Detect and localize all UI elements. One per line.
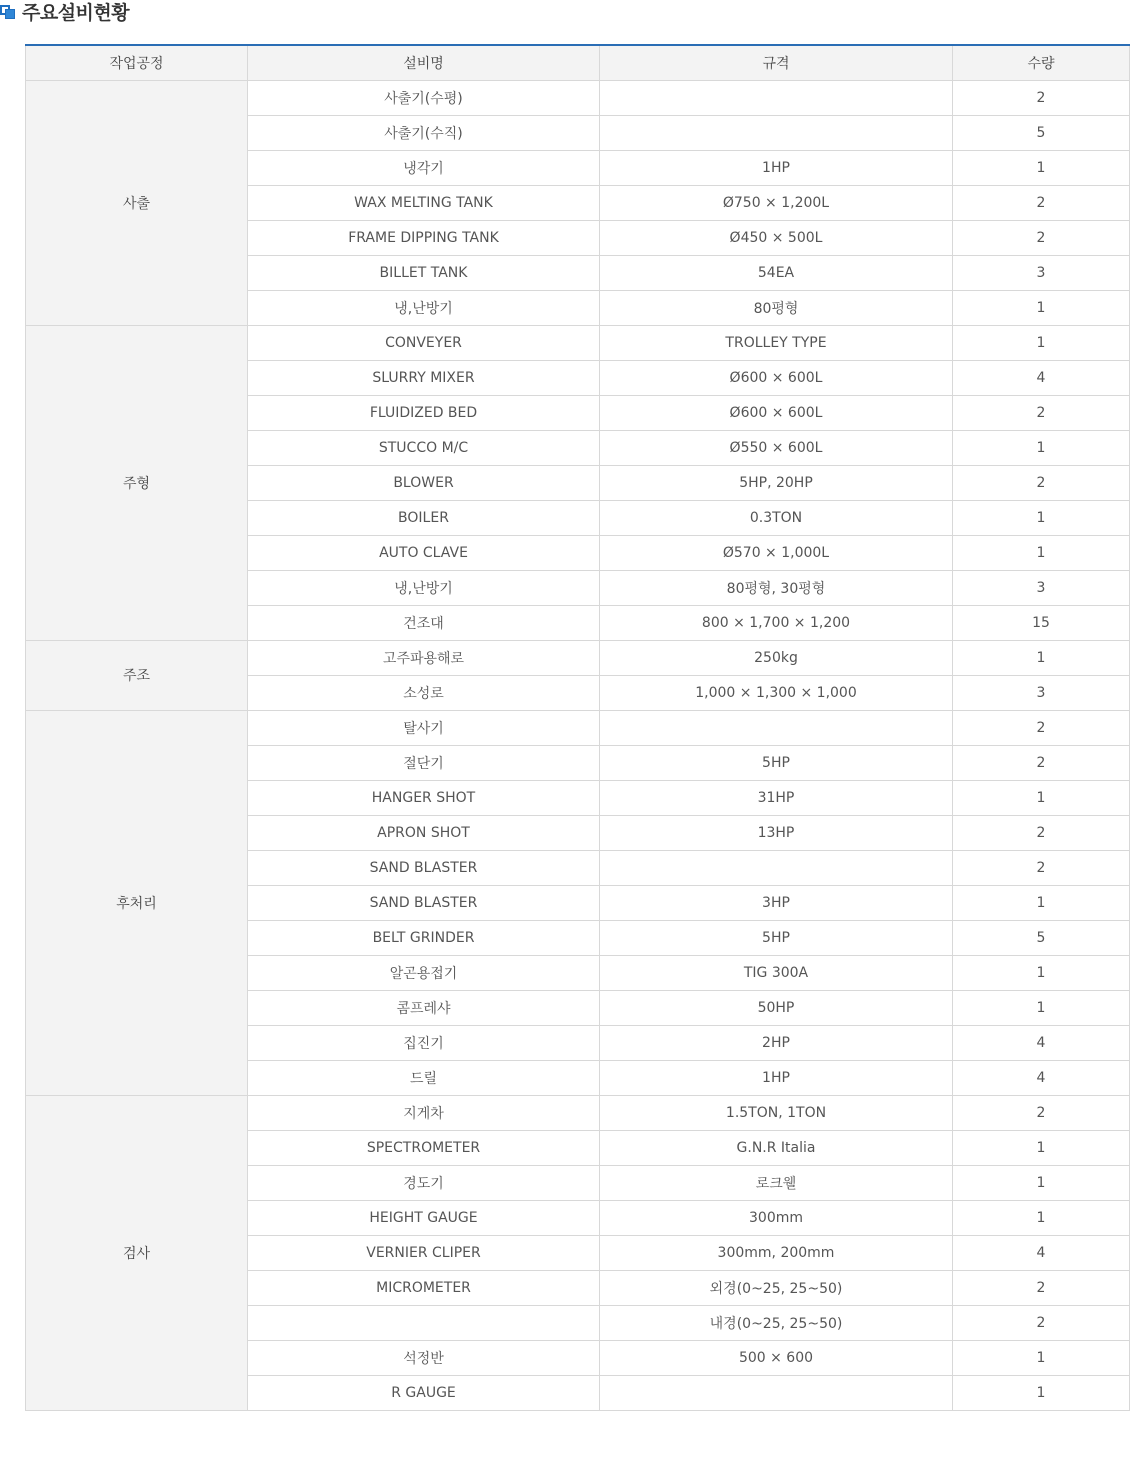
equipment-name-cell: 경도기 [248, 1165, 600, 1200]
spec-cell: 800 × 1,700 × 1,200 [600, 605, 953, 640]
quantity-cell: 3 [953, 570, 1130, 605]
process-cell: 주조 [26, 640, 248, 710]
spec-cell: 31HP [600, 780, 953, 815]
quantity-cell: 5 [953, 115, 1130, 150]
quantity-cell: 2 [953, 220, 1130, 255]
quantity-cell: 2 [953, 80, 1130, 115]
equipment-name-cell: FLUIDIZED BED [248, 395, 600, 430]
quantity-cell: 1 [953, 500, 1130, 535]
equipment-name-cell: 콤프레샤 [248, 990, 600, 1025]
equipment-name-cell: STUCCO M/C [248, 430, 600, 465]
spec-cell: 5HP [600, 920, 953, 955]
table-row [26, 80, 1130, 115]
header-quantity: 수량 [953, 45, 1130, 80]
equipment-name-cell: BILLET TANK [248, 255, 600, 290]
equipment-name-cell: 석정반 [248, 1340, 600, 1375]
spec-cell: 300mm, 200mm [600, 1235, 953, 1270]
quantity-cell: 1 [953, 1340, 1130, 1375]
quantity-cell: 1 [953, 1375, 1130, 1410]
equipment-name-cell: AUTO CLAVE [248, 535, 600, 570]
quantity-cell: 3 [953, 255, 1130, 290]
quantity-cell: 1 [953, 1200, 1130, 1235]
quantity-cell: 1 [953, 780, 1130, 815]
equipment-name-cell: BLOWER [248, 465, 600, 500]
header-process: 작업공정 [26, 45, 248, 80]
process-cell: 후처리 [26, 710, 248, 1095]
equipment-name-cell: HEIGHT GAUGE [248, 1200, 600, 1235]
equipment-name-cell: BELT GRINDER [248, 920, 600, 955]
quantity-cell: 1 [953, 640, 1130, 675]
overlapping-squares-icon [0, 3, 16, 19]
spec-cell: 로크웰 [600, 1165, 953, 1200]
spec-cell: 5HP, 20HP [600, 465, 953, 500]
page-title: 주요설비현황 [22, 1, 130, 24]
quantity-cell: 2 [953, 1305, 1130, 1340]
spec-cell: 3HP [600, 885, 953, 920]
quantity-cell: 1 [953, 325, 1130, 360]
table-row [26, 1095, 1130, 1130]
quantity-cell: 1 [953, 430, 1130, 465]
spec-cell: TROLLEY TYPE [600, 325, 953, 360]
section-heading [0, 0, 129, 22]
quantity-cell: 1 [953, 1165, 1130, 1200]
equipment-name-cell: APRON SHOT [248, 815, 600, 850]
equipment-name-cell: 냉,난방기 [248, 570, 600, 605]
process-cell: 사출 [26, 80, 248, 325]
equipment-name-cell: 탈사기 [248, 710, 600, 745]
spec-cell: Ø570 × 1,000L [600, 535, 953, 570]
spec-cell: Ø550 × 600L [600, 430, 953, 465]
quantity-cell: 2 [953, 850, 1130, 885]
equipment-name-cell: 사출기(수평) [248, 80, 600, 115]
equipment-name-cell: 알곤용접기 [248, 955, 600, 990]
spec-cell: Ø600 × 600L [600, 395, 953, 430]
spec-cell: 1,000 × 1,300 × 1,000 [600, 675, 953, 710]
spec-cell: 1.5TON, 1TON [600, 1095, 953, 1130]
equipment-name-cell: SAND BLASTER [248, 885, 600, 920]
equipment-name-cell: R GAUGE [248, 1375, 600, 1410]
equipment-name-cell: 사출기(수직) [248, 115, 600, 150]
process-cell: 검사 [26, 1095, 248, 1410]
equipment-name-cell: WAX MELTING TANK [248, 185, 600, 220]
quantity-cell: 1 [953, 955, 1130, 990]
process-cell: 주형 [26, 325, 248, 640]
spec-cell: 1HP [600, 150, 953, 185]
equipment-name-cell: BOILER [248, 500, 600, 535]
quantity-cell: 1 [953, 1130, 1130, 1165]
quantity-cell: 2 [953, 465, 1130, 500]
quantity-cell: 4 [953, 1060, 1130, 1095]
equipment-name-cell: HANGER SHOT [248, 780, 600, 815]
table-header-row [26, 45, 1130, 80]
table-row [26, 325, 1130, 360]
quantity-cell: 2 [953, 815, 1130, 850]
quantity-cell: 1 [953, 885, 1130, 920]
equipment-name-cell: 절단기 [248, 745, 600, 780]
equipment-name-cell: SPECTROMETER [248, 1130, 600, 1165]
quantity-cell: 3 [953, 675, 1130, 710]
spec-cell [600, 115, 953, 150]
equipment-name-cell: CONVEYER [248, 325, 600, 360]
spec-cell: 외경(0~25, 25~50) [600, 1270, 953, 1305]
spec-cell [600, 710, 953, 745]
quantity-cell: 5 [953, 920, 1130, 955]
table-row [26, 640, 1130, 675]
spec-cell: 13HP [600, 815, 953, 850]
equipment-name-cell: SLURRY MIXER [248, 360, 600, 395]
spec-cell: 80평형 [600, 290, 953, 325]
equipment-name-cell: 집진기 [248, 1025, 600, 1060]
quantity-cell: 2 [953, 1270, 1130, 1305]
spec-cell: 250kg [600, 640, 953, 675]
quantity-cell: 4 [953, 1025, 1130, 1060]
spec-cell: 내경(0~25, 25~50) [600, 1305, 953, 1340]
equipment-name-cell: SAND BLASTER [248, 850, 600, 885]
table-row [26, 710, 1130, 745]
spec-cell: 2HP [600, 1025, 953, 1060]
spec-cell [600, 850, 953, 885]
spec-cell: 50HP [600, 990, 953, 1025]
spec-cell: 1HP [600, 1060, 953, 1095]
equipment-name-cell: 건조대 [248, 605, 600, 640]
quantity-cell: 1 [953, 990, 1130, 1025]
quantity-cell: 15 [953, 605, 1130, 640]
equipment-name-cell: 지게차 [248, 1095, 600, 1130]
quantity-cell: 2 [953, 745, 1130, 780]
quantity-cell: 1 [953, 535, 1130, 570]
equipment-name-cell: 냉각기 [248, 150, 600, 185]
spec-cell: G.N.R Italia [600, 1130, 953, 1165]
spec-cell: 80평형, 30평형 [600, 570, 953, 605]
equipment-name-cell: MICROMETER [248, 1270, 600, 1305]
spec-cell [600, 80, 953, 115]
spec-cell: 54EA [600, 255, 953, 290]
spec-cell: Ø450 × 500L [600, 220, 953, 255]
quantity-cell: 2 [953, 710, 1130, 745]
spec-cell: 0.3TON [600, 500, 953, 535]
equipment-table [25, 44, 1130, 1411]
equipment-name-cell [248, 1305, 600, 1340]
spec-cell: Ø750 × 1,200L [600, 185, 953, 220]
equipment-name-cell: 고주파용해로 [248, 640, 600, 675]
quantity-cell: 2 [953, 395, 1130, 430]
header-equipment-name: 설비명 [248, 45, 600, 80]
spec-cell: 500 × 600 [600, 1340, 953, 1375]
quantity-cell: 4 [953, 1235, 1130, 1270]
equipment-name-cell: VERNIER CLIPER [248, 1235, 600, 1270]
spec-cell: 5HP [600, 745, 953, 780]
equipment-name-cell: FRAME DIPPING TANK [248, 220, 600, 255]
quantity-cell: 2 [953, 185, 1130, 220]
spec-cell [600, 1375, 953, 1410]
quantity-cell: 2 [953, 1095, 1130, 1130]
equipment-name-cell: 냉,난방기 [248, 290, 600, 325]
spec-cell: Ø600 × 600L [600, 360, 953, 395]
equipment-name-cell: 드릴 [248, 1060, 600, 1095]
header-spec: 규격 [600, 45, 953, 80]
quantity-cell: 1 [953, 290, 1130, 325]
spec-cell: TIG 300A [600, 955, 953, 990]
spec-cell: 300mm [600, 1200, 953, 1235]
quantity-cell: 1 [953, 150, 1130, 185]
quantity-cell: 4 [953, 360, 1130, 395]
equipment-name-cell: 소성로 [248, 675, 600, 710]
